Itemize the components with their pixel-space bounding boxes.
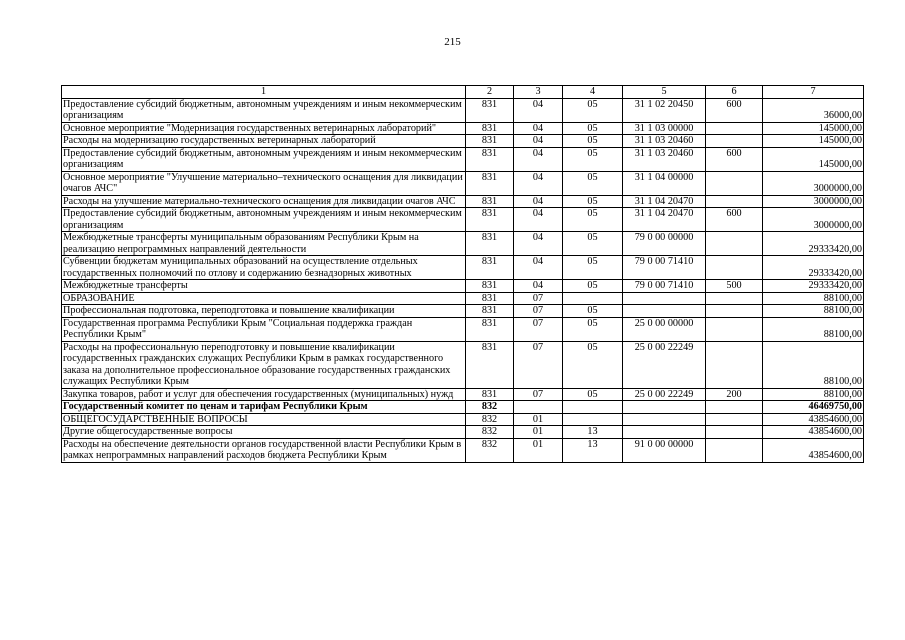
- department-code-cell: 831: [466, 317, 514, 341]
- department-code-cell: 832: [466, 413, 514, 426]
- department-code-cell: 831: [466, 292, 514, 305]
- subsection-code-cell: [563, 413, 623, 426]
- item-name-cell: Расходы на обеспечение деятельности органов государственной власти Республики Крым в рамках непрограммных направлений расходов бюджета Республики Крым: [62, 438, 466, 462]
- amount-cell: 88100,00: [763, 305, 864, 318]
- department-code-cell: 831: [466, 388, 514, 401]
- section-code-cell: 04: [514, 256, 563, 280]
- table-row: [62, 413, 864, 426]
- subsection-code-cell: 05: [563, 305, 623, 318]
- subsection-code-cell: 05: [563, 171, 623, 195]
- item-name-cell: Расходы на модернизацию государственных ветеринарных лабораторий: [62, 135, 466, 148]
- expense-type-cell: [706, 341, 763, 388]
- subsection-code-cell: 05: [563, 208, 623, 232]
- section-code-cell: 04: [514, 280, 563, 293]
- amount-cell: 46469750,00: [763, 401, 864, 414]
- target-article-cell: [623, 401, 706, 414]
- section-code-cell: 04: [514, 122, 563, 135]
- amount-cell: 43854600,00: [763, 438, 864, 462]
- subsection-code-cell: 05: [563, 280, 623, 293]
- item-name-cell: Другие общегосударственные вопросы: [62, 426, 466, 439]
- item-name-cell: Государственная программа Республики Крым "Социальная поддержка граждан Республики Крым": [62, 317, 466, 341]
- section-code-cell: 07: [514, 292, 563, 305]
- subsection-code-cell: 05: [563, 256, 623, 280]
- subsection-code-cell: [563, 401, 623, 414]
- subsection-code-cell: 05: [563, 147, 623, 171]
- amount-cell: 145000,00: [763, 135, 864, 148]
- expense-type-cell: [706, 401, 763, 414]
- amount-cell: 88100,00: [763, 317, 864, 341]
- target-article-cell: 31 1 04 00000: [623, 171, 706, 195]
- section-code-cell: 07: [514, 388, 563, 401]
- item-name-cell: ОБРАЗОВАНИЕ: [62, 292, 466, 305]
- department-code-cell: 831: [466, 341, 514, 388]
- table-row: [62, 388, 864, 401]
- expense-type-cell: 500: [706, 280, 763, 293]
- amount-cell: 3000000,00: [763, 208, 864, 232]
- department-code-cell: 831: [466, 305, 514, 318]
- amount-cell: 43854600,00: [763, 413, 864, 426]
- subsection-code-cell: 05: [563, 232, 623, 256]
- table-row: [62, 208, 864, 232]
- subsection-code-cell: [563, 292, 623, 305]
- table-row: [62, 135, 864, 148]
- header-cell: 7: [763, 86, 864, 99]
- target-article-cell: [623, 292, 706, 305]
- item-name-cell: Государственный комитет по ценам и тарифам Республики Крым: [62, 401, 466, 414]
- item-name-cell: Предоставление субсидий бюджетным, автономным учреждениям и иным некоммерческим организациям: [62, 208, 466, 232]
- section-code-cell: 01: [514, 426, 563, 439]
- header-cell: 6: [706, 86, 763, 99]
- amount-cell: 145000,00: [763, 147, 864, 171]
- item-name-cell: Предоставление субсидий бюджетным, автономным учреждениям и иным некоммерческим организациям: [62, 147, 466, 171]
- section-code-cell: 01: [514, 413, 563, 426]
- page-number: 215: [444, 36, 461, 48]
- item-name-cell: Межбюджетные трансферты муниципальным образованиям Республики Крым на реализацию непрограммных направлений деятельности: [62, 232, 466, 256]
- item-name-cell: ОБЩЕГОСУДАРСТВЕННЫЕ ВОПРОСЫ: [62, 413, 466, 426]
- target-article-cell: [623, 426, 706, 439]
- amount-cell: 29333420,00: [763, 256, 864, 280]
- section-code-cell: 07: [514, 305, 563, 318]
- amount-cell: 29333420,00: [763, 232, 864, 256]
- target-article-cell: 31 1 04 20470: [623, 195, 706, 208]
- target-article-cell: 31 1 03 00000: [623, 122, 706, 135]
- table-row: [62, 232, 864, 256]
- table-row: [62, 195, 864, 208]
- table-row: [62, 317, 864, 341]
- expense-type-cell: [706, 413, 763, 426]
- target-article-cell: [623, 305, 706, 318]
- department-code-cell: 832: [466, 438, 514, 462]
- budget-table: [61, 85, 864, 463]
- target-article-cell: 79 0 00 71410: [623, 280, 706, 293]
- subsection-code-cell: 05: [563, 98, 623, 122]
- table-header-row: [62, 86, 864, 99]
- header-cell: 2: [466, 86, 514, 99]
- subsection-code-cell: 05: [563, 388, 623, 401]
- target-article-cell: 31 1 03 20460: [623, 135, 706, 148]
- table-row: [62, 292, 864, 305]
- expense-type-cell: 600: [706, 98, 763, 122]
- department-code-cell: 831: [466, 122, 514, 135]
- subsection-code-cell: 05: [563, 317, 623, 341]
- item-name-cell: Расходы на улучшение материально-технического оснащения для ликвидации очагов АЧС: [62, 195, 466, 208]
- table-row: [62, 341, 864, 388]
- department-code-cell: 831: [466, 280, 514, 293]
- table-row: [62, 147, 864, 171]
- table-row: [62, 122, 864, 135]
- subsection-code-cell: 13: [563, 438, 623, 462]
- expense-type-cell: 200: [706, 388, 763, 401]
- department-code-cell: 832: [466, 401, 514, 414]
- section-code-cell: 04: [514, 147, 563, 171]
- amount-cell: 43854600,00: [763, 426, 864, 439]
- amount-cell: 36000,00: [763, 98, 864, 122]
- amount-cell: 29333420,00: [763, 280, 864, 293]
- section-code-cell: 04: [514, 232, 563, 256]
- header-cell: 5: [623, 86, 706, 99]
- amount-cell: 3000000,00: [763, 195, 864, 208]
- table-row: [62, 280, 864, 293]
- target-article-cell: 25 0 00 22249: [623, 341, 706, 388]
- target-article-cell: 25 0 00 00000: [623, 317, 706, 341]
- subsection-code-cell: 05: [563, 122, 623, 135]
- expense-type-cell: [706, 171, 763, 195]
- expense-type-cell: [706, 135, 763, 148]
- section-code-cell: 04: [514, 171, 563, 195]
- table-row: [62, 426, 864, 439]
- target-article-cell: 79 0 00 71410: [623, 256, 706, 280]
- subsection-code-cell: 05: [563, 341, 623, 388]
- header-cell: 3: [514, 86, 563, 99]
- section-code-cell: 07: [514, 341, 563, 388]
- target-article-cell: 25 0 00 22249: [623, 388, 706, 401]
- header-cell: 1: [62, 86, 466, 99]
- subsection-code-cell: 13: [563, 426, 623, 439]
- department-code-cell: 831: [466, 135, 514, 148]
- department-code-cell: 831: [466, 256, 514, 280]
- target-article-cell: 31 1 02 20450: [623, 98, 706, 122]
- item-name-cell: Предоставление субсидий бюджетным, автономным учреждениям и иным некоммерческим организациям: [62, 98, 466, 122]
- budget-table-body: [62, 86, 864, 463]
- table-row: [62, 98, 864, 122]
- department-code-cell: 831: [466, 98, 514, 122]
- expense-type-cell: [706, 426, 763, 439]
- expense-type-cell: [706, 122, 763, 135]
- target-article-cell: 31 1 03 20460: [623, 147, 706, 171]
- target-article-cell: 31 1 04 20470: [623, 208, 706, 232]
- department-code-cell: 832: [466, 426, 514, 439]
- subsection-code-cell: 05: [563, 135, 623, 148]
- amount-cell: 88100,00: [763, 341, 864, 388]
- expense-type-cell: [706, 438, 763, 462]
- target-article-cell: 79 0 00 00000: [623, 232, 706, 256]
- target-article-cell: [623, 413, 706, 426]
- section-code-cell: 04: [514, 208, 563, 232]
- item-name-cell: Основное мероприятие "Улучшение материально–технического оснащения для ликвидации очагов АЧС": [62, 171, 466, 195]
- department-code-cell: 831: [466, 147, 514, 171]
- amount-cell: 145000,00: [763, 122, 864, 135]
- amount-cell: 88100,00: [763, 292, 864, 305]
- item-name-cell: Расходы на профессиональную переподготовку и повышение квалификации государственных гражданских служащих Республики Крым в рамках государственного заказа на дополнительное профессиональное образование государственных гражданских служащих Республики Крым: [62, 341, 466, 388]
- table-row: [62, 438, 864, 462]
- section-code-cell: 04: [514, 195, 563, 208]
- amount-cell: 3000000,00: [763, 171, 864, 195]
- section-code-cell: 01: [514, 438, 563, 462]
- expense-type-cell: [706, 256, 763, 280]
- section-code-cell: 07: [514, 317, 563, 341]
- department-code-cell: 831: [466, 208, 514, 232]
- expense-type-cell: [706, 292, 763, 305]
- expense-type-cell: [706, 317, 763, 341]
- department-code-cell: 831: [466, 195, 514, 208]
- department-code-cell: 831: [466, 171, 514, 195]
- department-code-cell: 831: [466, 232, 514, 256]
- amount-cell: 88100,00: [763, 388, 864, 401]
- item-name-cell: Основное мероприятие "Модернизация государственных ветеринарных лабораторий": [62, 122, 466, 135]
- table-row: [62, 305, 864, 318]
- item-name-cell: Профессиональная подготовка, переподготовка и повышение квалификации: [62, 305, 466, 318]
- target-article-cell: 91 0 00 00000: [623, 438, 706, 462]
- table-row: [62, 256, 864, 280]
- item-name-cell: Закупка товаров, работ и услуг для обеспечения государственных (муниципальных) нужд: [62, 388, 466, 401]
- section-code-cell: [514, 401, 563, 414]
- expense-type-cell: 600: [706, 147, 763, 171]
- section-code-cell: 04: [514, 135, 563, 148]
- table-row: [62, 171, 864, 195]
- header-cell: 4: [563, 86, 623, 99]
- item-name-cell: Субвенции бюджетам муниципальных образований на осуществление отдельных государственных полномочий по отлову и содержанию безнадзорных животных: [62, 256, 466, 280]
- expense-type-cell: [706, 195, 763, 208]
- item-name-cell: Межбюджетные трансферты: [62, 280, 466, 293]
- subsection-code-cell: 05: [563, 195, 623, 208]
- expense-type-cell: [706, 232, 763, 256]
- section-code-cell: 04: [514, 98, 563, 122]
- expense-type-cell: 600: [706, 208, 763, 232]
- expense-type-cell: [706, 305, 763, 318]
- table-row: [62, 401, 864, 414]
